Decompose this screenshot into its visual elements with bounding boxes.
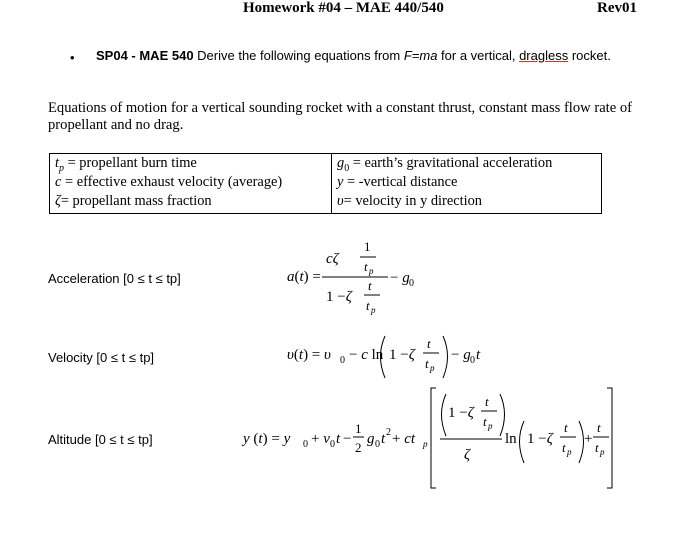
svg-text:t: t: [485, 394, 489, 409]
bullet-icon: •: [70, 50, 75, 65]
definition-exhaust-velocity: c = effective exhaust velocity (average): [55, 174, 283, 190]
svg-text:p: p: [423, 439, 428, 449]
svg-text:t: t: [364, 259, 368, 274]
svg-text:t: t: [597, 420, 601, 435]
svg-text:p: p: [600, 447, 605, 457]
svg-text:t: t: [368, 278, 372, 293]
svg-text:1: 1: [355, 421, 362, 436]
altitude-equation: [241, 388, 612, 488]
svg-text:1 −ζ: 1 −ζ: [527, 431, 553, 447]
svg-text:ζ: ζ: [464, 447, 471, 463]
svg-text:2: 2: [355, 440, 362, 455]
svg-text:p: p: [488, 421, 493, 431]
revision-label: Rev01: [597, 0, 637, 16]
svg-text:0: 0: [375, 439, 380, 450]
velocity-equation: [287, 336, 481, 378]
svg-text:y (t) = y: y (t) = y: [243, 431, 291, 447]
svg-text:0: 0: [409, 278, 414, 289]
svg-text:+ ct: + ct: [392, 431, 416, 447]
svg-text:p: p: [369, 266, 374, 276]
svg-text:t: t: [483, 414, 487, 429]
svg-text:−: −: [343, 431, 352, 447]
svg-text:− g: − g: [390, 270, 410, 286]
assignment-text-after: rocket.: [568, 48, 611, 63]
svg-text:− g: − g: [451, 347, 471, 363]
definition-burn-time: $t_p$ = propellant burn time: [55, 155, 197, 174]
svg-text:0: 0: [340, 355, 345, 366]
svg-text:p: p: [371, 305, 376, 315]
svg-text:t: t: [425, 356, 429, 371]
svg-text:2: 2: [386, 427, 391, 438]
svg-text:t: t: [562, 440, 566, 455]
svg-text:a(t) =: a(t) =: [287, 269, 321, 285]
svg-text:t: t: [336, 431, 341, 447]
velocity-label: Velocity [0 ≤ t ≤ tp]: [48, 350, 155, 365]
svg-text:ln: ln: [505, 431, 517, 447]
svg-text:t: t: [476, 347, 481, 363]
svg-text:1 −ζ: 1 −ζ: [389, 347, 415, 363]
svg-text:t: t: [427, 336, 431, 351]
acceleration-equation: [287, 239, 414, 315]
acceleration-label: Acceleration [0 ≤ t ≤ tp]: [48, 271, 181, 286]
svg-text:+ v: + v: [311, 431, 330, 447]
definition-vertical-distance: y = -vertical distance: [337, 174, 458, 190]
svg-text:cζ: cζ: [326, 251, 339, 267]
svg-text:t: t: [381, 431, 386, 447]
svg-text:p: p: [430, 363, 435, 373]
assignment-formula: F=ma: [403, 48, 438, 63]
assignment-text-before: Derive the following equations from: [193, 48, 404, 63]
assignment-text-middle: for a vertical,: [437, 48, 520, 63]
svg-text:υ(t) = υ: υ(t) = υ: [287, 347, 331, 363]
svg-text:− c ln: − c ln: [349, 347, 384, 363]
definition-velocity: υ= velocity in y direction: [337, 193, 483, 209]
svg-text:0: 0: [303, 439, 308, 450]
svg-text:t: t: [366, 298, 370, 313]
svg-text:+: +: [584, 431, 593, 447]
definition-mass-fraction: ζ= propellant mass fraction: [55, 193, 212, 209]
svg-text:0: 0: [330, 439, 335, 450]
svg-text:0: 0: [470, 355, 475, 366]
document-title: Homework #04 – MAE 440/540: [243, 0, 444, 16]
assignment-code: SP04 - MAE 540: [96, 48, 194, 63]
definition-gravity: $g_0$ = earth’s gravitational acceleration: [337, 155, 553, 174]
svg-text:1 −ζ: 1 −ζ: [448, 405, 474, 421]
svg-text:1: 1: [364, 239, 371, 254]
assignment-underlined-word: dragless: [519, 48, 569, 63]
svg-text:g: g: [367, 431, 375, 447]
svg-text:t: t: [595, 440, 599, 455]
svg-text:t: t: [564, 420, 568, 435]
altitude-label: Altitude [0 ≤ t ≤ tp]: [48, 432, 153, 447]
svg-text:p: p: [567, 447, 572, 457]
svg-text:1 −ζ: 1 −ζ: [326, 289, 352, 305]
intro-paragraph: Equations of motion for a vertical sounding rocket with a constant thrust, constant mass flow rate of propellant and no drag.: [48, 100, 633, 133]
